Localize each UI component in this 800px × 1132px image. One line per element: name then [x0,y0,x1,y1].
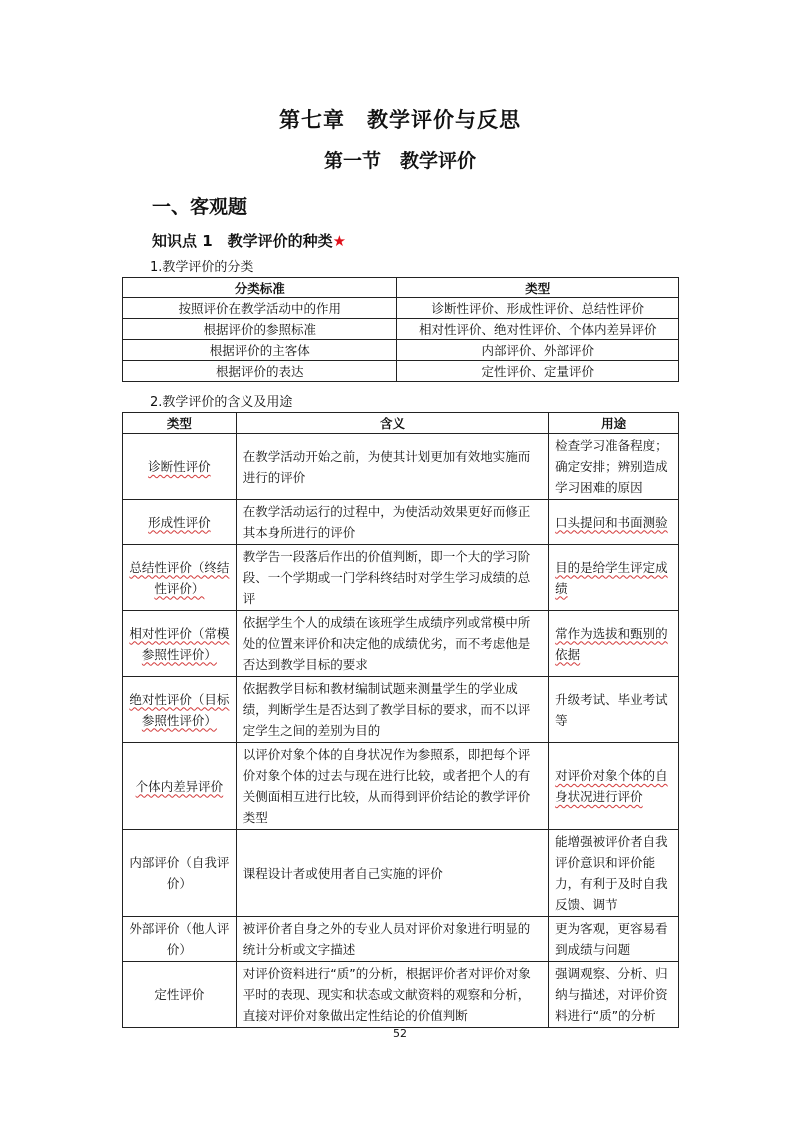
knowledge-point-heading [152,230,346,251]
usage-cell: 能增强被评价者自我评价意识和评价能力，有利于及时自我反馈、调节 [549,830,679,917]
table-cell: 根据评价的表达 [123,361,397,382]
chapter-title: 第七章 教学评价与反思 [279,108,521,132]
table-cell: 按照评价在教学活动中的作用 [123,298,397,319]
usage-cell [549,743,679,830]
type-cell: 定性评价 [123,962,237,1028]
table-row [123,611,679,677]
meaning-cell: 课程设计者或使用者自己实施的评价 [236,830,548,917]
column-header: 用途 [549,413,679,434]
table1-caption: 1.教学评价的分类 [150,260,254,275]
usage-cell: 升级考试、毕业考试等 [549,677,679,743]
meaning-cell: 在教学活动开始之前，为使其计划更加有效地实施而进行的评价 [236,434,548,500]
table-row [123,677,679,743]
star-icon: ★ [332,232,347,250]
type-label: 绝对性评价（目标参照性评价） [129,691,230,728]
type-cell: 内部评价（自我评价） [123,830,237,917]
usage-text: 目的是给学生评定成绩 [555,559,668,596]
table-row [123,500,679,545]
type-label: 相对性评价（常模参照性评价） [129,625,230,662]
type-cell [123,743,237,830]
classification-table [122,277,679,382]
table-cell: 内部评价、外部评价 [397,340,679,361]
table-cell: 根据评价的主客体 [123,340,397,361]
usage-text: 对评价对象个体的自身状况进行评价 [555,768,668,804]
table-row [123,298,679,319]
type-cell [123,500,237,545]
type-label: 个体内差异评价 [135,778,224,794]
usage-cell [549,545,679,611]
type-label: 诊断性评价 [148,459,211,474]
table-row [123,361,679,382]
usage-text: 口头提问和书面测验 [555,514,668,530]
column-header: 类型 [123,413,237,434]
table-cell: 根据评价的参照标准 [123,319,397,340]
type-label: 总结性评价（终结性评价） [129,559,230,596]
type-label: 形成性评价 [148,514,211,530]
table-row [123,434,679,500]
usage-cell [549,611,679,677]
meaning-cell: 依据学生个人的成绩在该班学生成绩序列或常模中所处的位置来评价和决定他的成绩优劣，而不考虑他是否达到教学目标的要求 [236,611,548,677]
column-header: 含义 [236,413,548,434]
table-row [123,917,679,962]
usage-cell: 更为客观，更容易看到成绩与问题 [549,917,679,962]
type-cell [123,434,237,500]
usage-cell: 检查学习准备程度；确定安排；辨别造成学习困难的原因 [549,434,679,500]
table-cell: 定性评价、定量评价 [397,361,679,382]
table-header-row [123,278,679,298]
meaning-cell: 以评价对象个体的自身状况作为参照系，即把每个评价对象个体的过去与现在进行比较，或者把个人的有关侧面相互进行比较，从而得到评价结论的教学评价类型 [236,743,548,830]
part-title: 一、客观题 [152,196,248,218]
type-cell [123,677,237,743]
table2-caption: 2.教学评价的含义及用途 [150,395,293,410]
table-cell: 诊断性评价、形成性评价、总结性评价 [397,298,679,319]
page-number: 52 [393,1027,407,1040]
type-cell [123,611,237,677]
meaning-usage-table [122,412,679,1028]
table-header-row [123,413,679,434]
usage-text: 常作为选拔和甄别的依据 [555,625,668,662]
usage-cell [549,500,679,545]
usage-cell: 强调观察、分析、归纳与描述，对评价资料进行“质”的分析 [549,962,679,1028]
section-title: 第一节 教学评价 [323,150,476,172]
table-row [123,545,679,611]
table-row [123,319,679,340]
table-row [123,340,679,361]
meaning-cell: 在教学活动运行的过程中，为使活动效果更好而修正其本身所进行的评价 [236,500,548,545]
meaning-cell: 依据教学目标和教材编制试题来测量学生的学业成绩，判断学生是否达到了教学目标的要求，而不以评定学生之间的差别为目的 [236,677,548,743]
type-cell [123,545,237,611]
meaning-cell: 对评价资料进行“质”的分析，根据评价者对评价对象平时的表现、现实和状态或文献资料的观察和分析，直接对评价对象做出定性结论的价值判断 [236,962,548,1028]
table-row [123,743,679,830]
table-cell: 相对性评价、绝对性评价、个体内差异评价 [397,319,679,340]
type-cell: 外部评价（他人评价） [123,917,237,962]
column-header: 类型 [397,278,679,298]
column-header: 分类标准 [123,278,397,298]
meaning-cell: 被评价者自身之外的专业人员对评价对象进行明显的统计分析或文字描述 [236,917,548,962]
knowledge-point-label: 知识点 1 教学评价的种类 [152,232,333,250]
meaning-cell: 教学告一段落后作出的价值判断，即一个大的学习阶段、一个学期或一门学科终结时对学生学习成绩的总评 [236,545,548,611]
table-row [123,830,679,917]
table-row [123,962,679,1028]
